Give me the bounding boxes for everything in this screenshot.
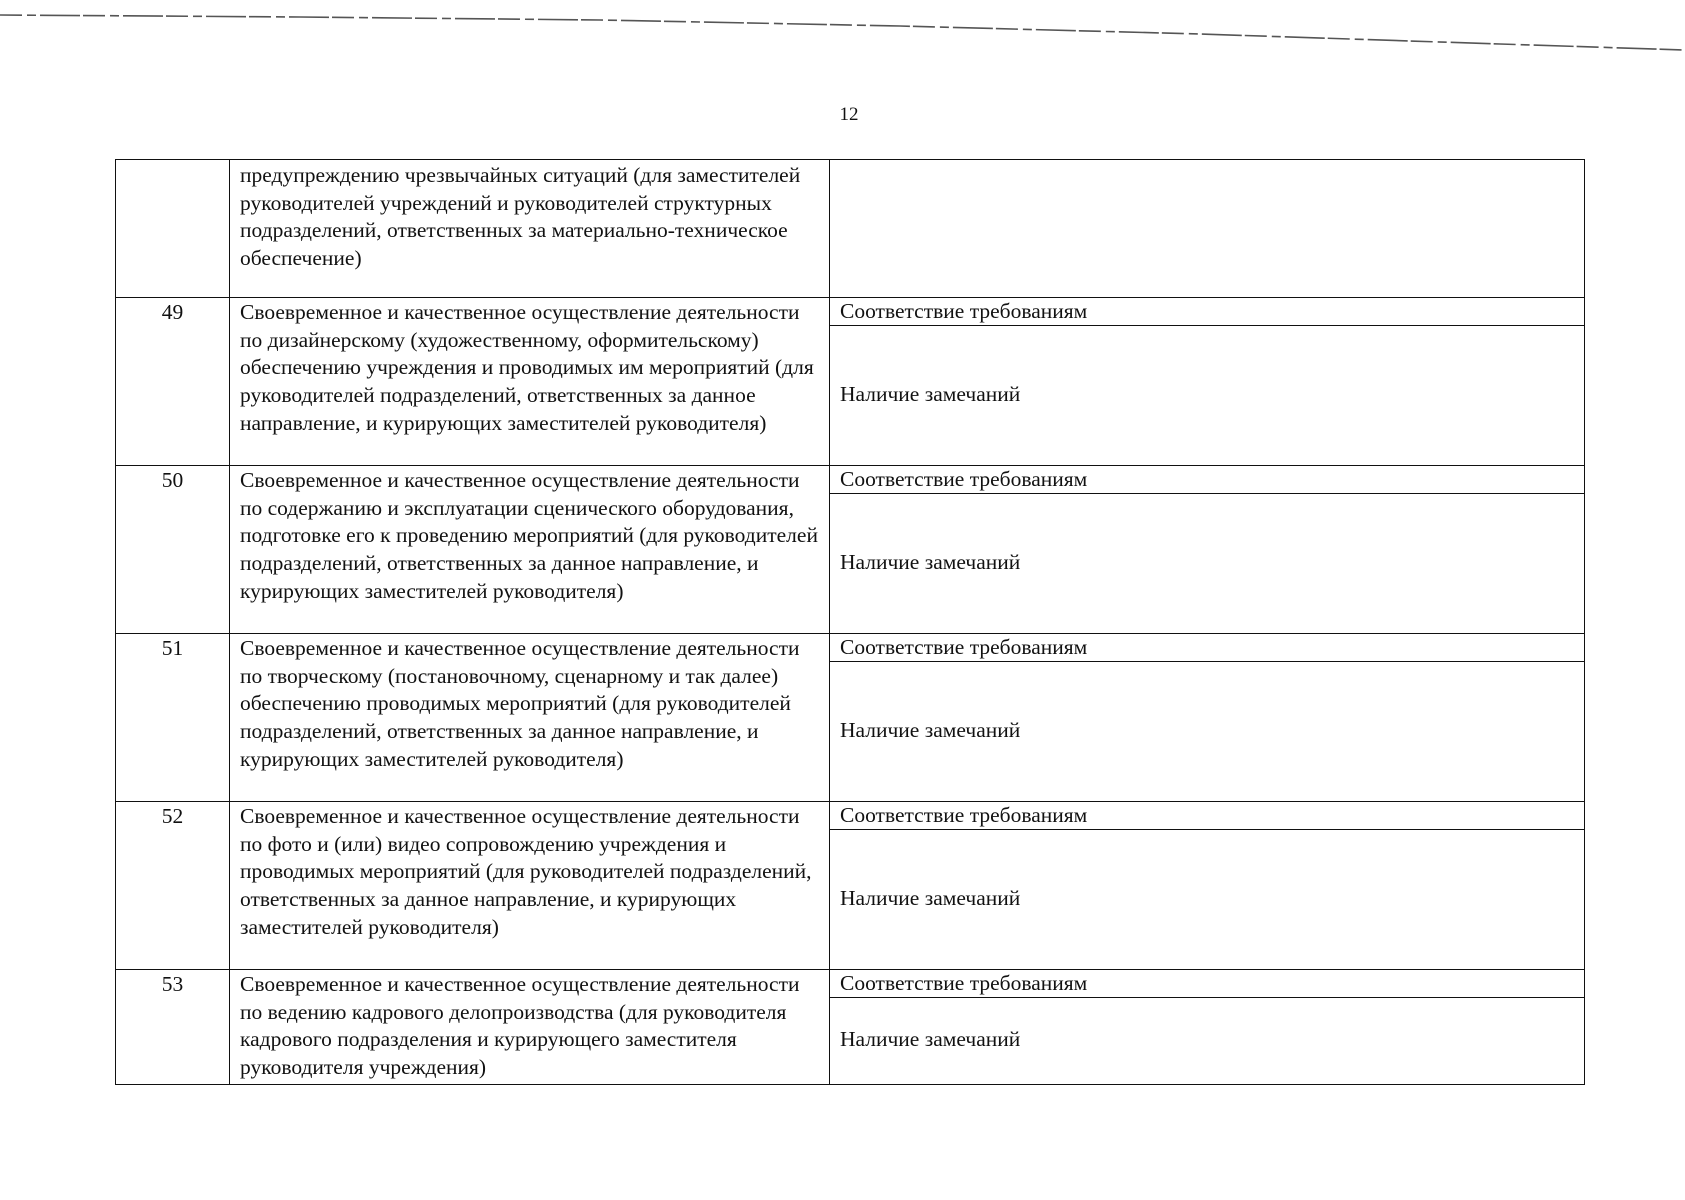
criteria-table — [115, 159, 1585, 1085]
table-row — [116, 634, 1585, 802]
row-number-cell — [116, 160, 230, 298]
value-compliance: Соответствие требованиям — [830, 634, 1584, 662]
criterion-text: Своевременное и качественное осуществление деятельности по фото и (или) видео сопровождению учреждения и проводимых мероприятий (для руководителей подразделений, ответственных за данное направление, и курирующих заместителей руководителя) — [230, 802, 830, 970]
value-remarks: Наличие замечаний — [840, 382, 1021, 407]
criterion-text: Своевременное и качественное осуществление деятельности по ведению кадрового делопроизводства (для руководителя кадрового подразделения и курирующего заместителя руководителя учреждения) — [230, 970, 830, 1085]
table-row — [116, 970, 1585, 1085]
value-remarks: Наличие замечаний — [840, 550, 1021, 575]
criterion-text: Своевременное и качественное осуществление деятельности по творческому (постановочному, сценарному и так далее) обеспечению проводимых мероприятий (для руководителей подразделений, ответственных за данное направление, и курирующих заместителей руководителя) — [230, 634, 830, 802]
criterion-text: предупреждению чрезвычайных ситуаций (для заместителей руководителей учреждений и руководителей структурных подразделений, ответственных за материально-техническое обеспечение) — [230, 160, 830, 298]
value-compliance: Соответствие требованиям — [830, 466, 1584, 494]
row-number: 50 — [116, 466, 230, 634]
value-compliance: Соответствие требованиям — [830, 802, 1584, 830]
table-row-continuation — [116, 160, 1585, 298]
criterion-values-cell — [830, 298, 1585, 466]
table-row — [116, 298, 1585, 466]
page-number: 12 — [839, 104, 859, 125]
criterion-text: Своевременное и качественное осуществление деятельности по содержанию и эксплуатации сценического оборудования, подготовке его к проведению мероприятий (для руководителей подразделений, ответственных за данное направление, и курирующих заместителей руководителя) — [230, 466, 830, 634]
value-compliance: Соответствие требованиям — [830, 970, 1584, 998]
criterion-values-cell — [830, 160, 1585, 298]
row-number: 51 — [116, 634, 230, 802]
value-compliance: Соответствие требованиям — [830, 298, 1584, 326]
scan-edge-artifact — [0, 12, 1685, 52]
row-number: 52 — [116, 802, 230, 970]
table-row — [116, 466, 1585, 634]
criterion-values-cell — [830, 466, 1585, 634]
criterion-values-cell — [830, 634, 1585, 802]
criterion-values-cell — [830, 802, 1585, 970]
row-number: 49 — [116, 298, 230, 466]
criterion-values-cell — [830, 970, 1585, 1085]
value-remarks: Наличие замечаний — [840, 718, 1021, 743]
value-remarks: Наличие замечаний — [840, 1026, 1021, 1051]
value-remarks: Наличие замечаний — [840, 886, 1021, 911]
table-row — [116, 802, 1585, 970]
criterion-text: Своевременное и качественное осуществление деятельности по дизайнерскому (художественному, оформительскому) обеспечению учреждения и проводимых им мероприятий (для руководителей подразделений, ответственных за данное направление, и курирующих заместителей руководителя) — [230, 298, 830, 466]
row-number: 53 — [116, 970, 230, 1085]
